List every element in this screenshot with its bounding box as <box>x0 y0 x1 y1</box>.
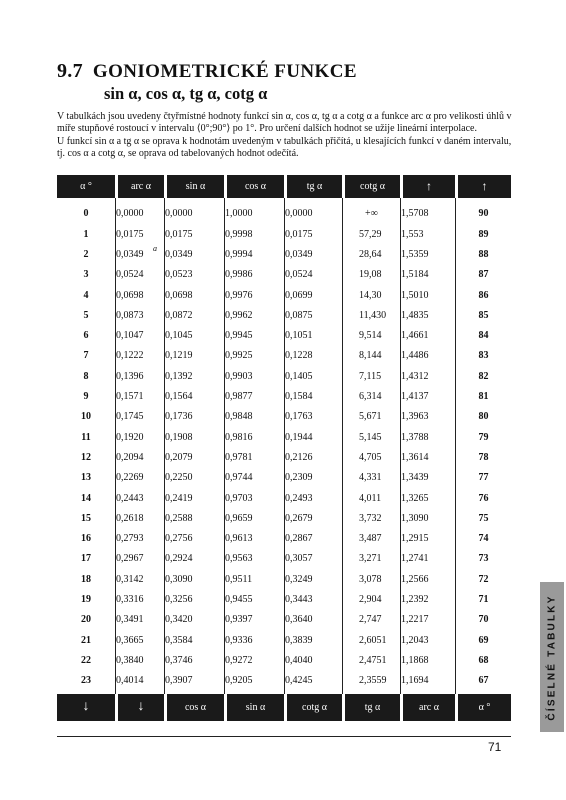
side-tab <box>540 582 564 732</box>
table-cell: 0,9976 <box>224 285 284 305</box>
table-cell: 81 <box>455 386 511 406</box>
table-row <box>57 386 511 406</box>
table-cell: 0,3491 <box>115 610 164 630</box>
table-footer-row <box>57 694 511 721</box>
footer-cell: cos α <box>164 694 224 721</box>
table-cell: 0,2269 <box>115 468 164 488</box>
table-cell: 1,5184 <box>400 265 455 285</box>
table-cell: 87 <box>455 265 511 285</box>
table-cell: 1,4137 <box>400 386 455 406</box>
table-cell: 71 <box>455 589 511 609</box>
table-cell: 0,2250 <box>164 468 224 488</box>
table-body <box>57 198 511 694</box>
table-cell: 0,1584 <box>284 386 342 406</box>
table-cell: 1 <box>83 228 89 240</box>
table-row <box>57 528 511 548</box>
table-row <box>57 508 511 528</box>
table-cell: 0,3249 <box>284 569 342 589</box>
table-cell: 0,1047 <box>115 325 164 345</box>
table-cell: 14,30 <box>342 285 400 305</box>
table-cell: 0,1564 <box>164 386 224 406</box>
table-cell: 0,2967 <box>115 549 164 569</box>
table-cell: 0,9962 <box>224 305 284 325</box>
table-row <box>57 589 511 609</box>
table-cell: 17 <box>81 553 91 565</box>
section-title: GONIOMETRICKÉ FUNKCE <box>92 61 357 82</box>
table-cell: 9,514 <box>342 325 400 345</box>
table-cell: 2 <box>83 248 89 260</box>
table-cell: 16 <box>81 533 91 545</box>
table-cell: 0,0699 <box>284 285 342 305</box>
table-cell: 0,9848 <box>224 407 284 427</box>
table-row <box>57 305 511 325</box>
table-cell: 0,9272 <box>224 650 284 670</box>
table-cell: 15 <box>81 512 91 524</box>
section-number: 9.7 <box>57 60 83 82</box>
table-cell: 3,078 <box>342 569 400 589</box>
table-cell: 0,1571 <box>115 386 164 406</box>
table-cell: 1,3963 <box>400 407 455 427</box>
table-cell: 0,1745 <box>115 407 164 427</box>
table-cell: 2,4751 <box>342 650 400 670</box>
table-cell: 5,145 <box>342 427 400 447</box>
table-cell: 0,2793 <box>115 528 164 548</box>
table-cell: 8,144 <box>342 346 400 366</box>
table-cell: 8 <box>83 370 89 382</box>
table-cell: 0,2443 <box>115 488 164 508</box>
page-rule <box>57 736 511 737</box>
table-cell: 0,9816 <box>224 427 284 447</box>
table-row <box>57 650 511 670</box>
table-cell: 0,9781 <box>224 447 284 467</box>
table-cell: 0,9945 <box>224 325 284 345</box>
table-row <box>57 630 511 650</box>
page-number: 71 <box>488 740 502 754</box>
table-cell: 1,553 <box>400 224 455 244</box>
intro-paragraph-1: V tabulkách jsou uvedeny čtyřmístné hodnoty funkcí sin α, cos α, tg α a cotg α a funkce arc α pro velikosti úhlů v míře stupňové rostoucí v intervalu ⟨0°;90°⟩ po 1°. Pro určení dalších hodnot se užije lineární interpolace. <box>57 111 512 135</box>
table-cell: 68 <box>455 650 511 670</box>
table-cell: 0,3746 <box>164 650 224 670</box>
table-cell: 0,3256 <box>164 589 224 609</box>
table-cell: 75 <box>455 508 511 528</box>
table-cell: 10 <box>81 411 91 423</box>
table-cell: 1,1868 <box>400 650 455 670</box>
table-cell: 1,2741 <box>400 549 455 569</box>
table-cell: 13 <box>81 472 91 484</box>
side-tab-label: ČÍSELNÉ TABULKY <box>546 593 558 721</box>
table-cell: 11 <box>81 431 91 443</box>
table-cell: 0,3584 <box>164 630 224 650</box>
table-cell: 0,9397 <box>224 610 284 630</box>
table-cell: 1,2043 <box>400 630 455 650</box>
footer-cell: arc α <box>400 694 455 721</box>
table-cell: 79 <box>455 427 511 447</box>
table-cell: 0,0349 <box>115 244 164 264</box>
table-cell: 0,9336 <box>224 630 284 650</box>
table-row <box>57 569 511 589</box>
table-cell: 0,2588 <box>164 508 224 528</box>
table-cell: 0,3090 <box>164 569 224 589</box>
table-cell: 4,331 <box>342 468 400 488</box>
table-cell: 4,705 <box>342 447 400 467</box>
table-cell: 9 <box>83 391 89 403</box>
table-cell: 1,3788 <box>400 427 455 447</box>
table-row <box>57 447 511 467</box>
table-cell: 78 <box>455 447 511 467</box>
table-cell: 69 <box>455 630 511 650</box>
table-cell: 1,5708 <box>400 198 455 224</box>
table-cell: 0,1045 <box>164 325 224 345</box>
table-cell: 1,5359 <box>400 244 455 264</box>
table-cell: 5,671 <box>342 407 400 427</box>
table-cell: 0,1228 <box>284 346 342 366</box>
table-cell: 4 <box>83 289 89 301</box>
table-cell: 19,08 <box>342 265 400 285</box>
table-row <box>57 244 511 264</box>
table-cell: 57,29 <box>342 224 400 244</box>
table-cell: 0,2679 <box>284 508 342 528</box>
table-cell: 0,4014 <box>115 671 164 694</box>
table-row <box>57 671 511 694</box>
table-cell: 0,9659 <box>224 508 284 528</box>
table-cell: 0,9744 <box>224 468 284 488</box>
table-cell: 0,0698 <box>115 285 164 305</box>
table-cell: 6,314 <box>342 386 400 406</box>
table-cell: 1,4486 <box>400 346 455 366</box>
table-cell: 0,0524 <box>115 265 164 285</box>
table-cell: 0,0175 <box>164 224 224 244</box>
table-cell: 83 <box>455 346 511 366</box>
header-up-arrow-icon: ↑ <box>400 175 455 198</box>
table-cell: 0,2867 <box>284 528 342 548</box>
table-cell: 1,2566 <box>400 569 455 589</box>
header-cell: sin α <box>164 175 224 198</box>
table-cell: 0,1396 <box>115 366 164 386</box>
table-cell: 0,2094 <box>115 447 164 467</box>
table-header-row <box>57 175 511 198</box>
table-cell: 1,2392 <box>400 589 455 609</box>
table-cell: 0,9986 <box>224 265 284 285</box>
table-cell: 0,3142 <box>115 569 164 589</box>
table-cell: 0,9205 <box>224 671 284 694</box>
table-cell: 0,2309 <box>284 468 342 488</box>
table-marker: a <box>153 244 157 253</box>
table-cell: 1,4312 <box>400 366 455 386</box>
table-cell: 3,732 <box>342 508 400 528</box>
table-cell: 2,6051 <box>342 630 400 650</box>
table-cell: 86 <box>455 285 511 305</box>
footer-cell: tg α <box>342 694 400 721</box>
table-cell: 1,2217 <box>400 610 455 630</box>
table-cell: 2,904 <box>342 589 400 609</box>
table-cell: 0,2493 <box>284 488 342 508</box>
table-cell: 77 <box>455 468 511 488</box>
section-heading <box>57 60 357 83</box>
table-cell: 88 <box>455 244 511 264</box>
table-cell: 0,0000 <box>284 198 342 224</box>
table-row <box>57 468 511 488</box>
table-cell: 0,2618 <box>115 508 164 528</box>
table-cell: 1,3439 <box>400 468 455 488</box>
table-cell: 3 <box>83 269 89 281</box>
table-row <box>57 285 511 305</box>
table-cell: +∞ <box>342 198 400 224</box>
header-cell: tg α <box>284 175 342 198</box>
table-cell: 0,9994 <box>224 244 284 264</box>
table-cell: 0,1392 <box>164 366 224 386</box>
trig-table <box>57 175 511 721</box>
table-row <box>57 198 511 224</box>
table-row <box>57 224 511 244</box>
table-cell: 0,3443 <box>284 589 342 609</box>
table-cell: 7,115 <box>342 366 400 386</box>
table-cell: 22 <box>81 654 91 666</box>
table-cell: 2,3559 <box>342 671 400 694</box>
table-cell: 6 <box>83 330 89 342</box>
footer-cell: α ° <box>455 694 511 721</box>
table-cell: 1,2915 <box>400 528 455 548</box>
table-cell: 0,0000 <box>164 198 224 224</box>
table-cell: 20 <box>81 614 91 626</box>
table-cell: 3,487 <box>342 528 400 548</box>
table-cell: 0,0523 <box>164 265 224 285</box>
table-cell: 11,430 <box>342 305 400 325</box>
table-cell: 14 <box>81 492 91 504</box>
table-cell: 0,9703 <box>224 488 284 508</box>
table-cell: 0,9998 <box>224 224 284 244</box>
table-cell: 72 <box>455 569 511 589</box>
section-subtitle: sin α, cos α, tg α, cotg α <box>104 84 268 103</box>
table-cell: 5 <box>83 309 89 321</box>
table-cell: 3,271 <box>342 549 400 569</box>
table-cell: 0,2924 <box>164 549 224 569</box>
header-cell: α ° <box>57 175 115 198</box>
header-up-arrow-icon: ↑ <box>455 175 511 198</box>
table-cell: 0,1051 <box>284 325 342 345</box>
table-cell: 0,1405 <box>284 366 342 386</box>
table-cell: 0,9455 <box>224 589 284 609</box>
table-cell: 0,3665 <box>115 630 164 650</box>
table-cell: 0,0175 <box>115 224 164 244</box>
table-cell: 1,3265 <box>400 488 455 508</box>
table-cell: 73 <box>455 549 511 569</box>
table-cell: 1,1694 <box>400 671 455 694</box>
footer-cell: sin α <box>224 694 284 721</box>
table-cell: 0,9511 <box>224 569 284 589</box>
table-cell: 67 <box>455 671 511 694</box>
table-cell: 0,0873 <box>115 305 164 325</box>
table-cell: 0,9563 <box>224 549 284 569</box>
table-cell: 19 <box>81 593 91 605</box>
table-cell: 0,0349 <box>164 244 224 264</box>
table-cell: 0,3316 <box>115 589 164 609</box>
table-cell: 70 <box>455 610 511 630</box>
table-cell: 0,9877 <box>224 386 284 406</box>
table-cell: 4,011 <box>342 488 400 508</box>
footer-down-arrow-icon: ↓ <box>115 694 164 721</box>
table-cell: 90 <box>455 198 511 224</box>
table-cell: 0,0000 <box>115 198 164 224</box>
table-cell: 0,3907 <box>164 671 224 694</box>
table-cell: 0,0698 <box>164 285 224 305</box>
table-cell: 12 <box>81 451 91 463</box>
table-cell: 0,0349 <box>284 244 342 264</box>
header-cell: cos α <box>224 175 284 198</box>
table-cell: 0,0175 <box>284 224 342 244</box>
table-cell: 0,3640 <box>284 610 342 630</box>
table-cell: 0,3420 <box>164 610 224 630</box>
table-row <box>57 346 511 366</box>
table-cell: 1,3614 <box>400 447 455 467</box>
table-cell: 28,64 <box>342 244 400 264</box>
table-cell: 0,9903 <box>224 366 284 386</box>
table-row <box>57 407 511 427</box>
table-cell: 0,0872 <box>164 305 224 325</box>
table-cell: 0,9613 <box>224 528 284 548</box>
table-cell: 0,1763 <box>284 407 342 427</box>
table-cell: 1,4835 <box>400 305 455 325</box>
table-cell: 0 <box>83 207 89 219</box>
table-cell: 0,9925 <box>224 346 284 366</box>
table-cell: 0,2756 <box>164 528 224 548</box>
table-cell: 0,2079 <box>164 447 224 467</box>
table-cell: 0,1944 <box>284 427 342 447</box>
table-cell: 74 <box>455 528 511 548</box>
table-cell: 0,1908 <box>164 427 224 447</box>
intro-paragraph-2: U funkcí sin α a tg α se oprava k hodnotám uvedeným v tabulkách přičítá, u klesajících funkcí v daném intervalu, tj. cos α a cotg α, se oprava od tabelovaných hodnot odečítá. <box>57 135 512 159</box>
footer-cell: cotg α <box>284 694 342 721</box>
table-row <box>57 325 511 345</box>
table-cell: 1,4661 <box>400 325 455 345</box>
table-row <box>57 610 511 630</box>
table-cell: 0,2126 <box>284 447 342 467</box>
table-cell: 0,0875 <box>284 305 342 325</box>
table-cell: 1,3090 <box>400 508 455 528</box>
header-cell: arc α <box>115 175 164 198</box>
table-cell: 1,5010 <box>400 285 455 305</box>
table-cell: 84 <box>455 325 511 345</box>
table-cell: 0,3840 <box>115 650 164 670</box>
table-cell: 18 <box>81 573 91 585</box>
table-cell: 80 <box>455 407 511 427</box>
table-cell: 23 <box>81 675 91 687</box>
table-cell: 0,4245 <box>284 671 342 694</box>
table-cell: 0,3057 <box>284 549 342 569</box>
table-cell: 85 <box>455 305 511 325</box>
header-cell: cotg α <box>342 175 400 198</box>
table-cell: 0,2419 <box>164 488 224 508</box>
table-row <box>57 488 511 508</box>
table-cell: 21 <box>81 634 91 646</box>
table-cell: 0,1736 <box>164 407 224 427</box>
table-cell: 0,3839 <box>284 630 342 650</box>
table-cell: 82 <box>455 366 511 386</box>
table-row <box>57 427 511 447</box>
table-cell: 0,0524 <box>284 265 342 285</box>
table-cell: 7 <box>83 350 89 362</box>
table-cell: 0,1219 <box>164 346 224 366</box>
table-cell: 2,747 <box>342 610 400 630</box>
table-cell: 0,1222 <box>115 346 164 366</box>
table-row <box>57 549 511 569</box>
footer-down-arrow-icon: ↓ <box>57 694 115 721</box>
table-row <box>57 265 511 285</box>
table-cell: 76 <box>455 488 511 508</box>
intro-text <box>57 111 517 160</box>
table-cell: 1,0000 <box>224 198 284 224</box>
table-cell: 0,4040 <box>284 650 342 670</box>
table-row <box>57 366 511 386</box>
table-cell: 0,1920 <box>115 427 164 447</box>
table-cell: 89 <box>455 224 511 244</box>
